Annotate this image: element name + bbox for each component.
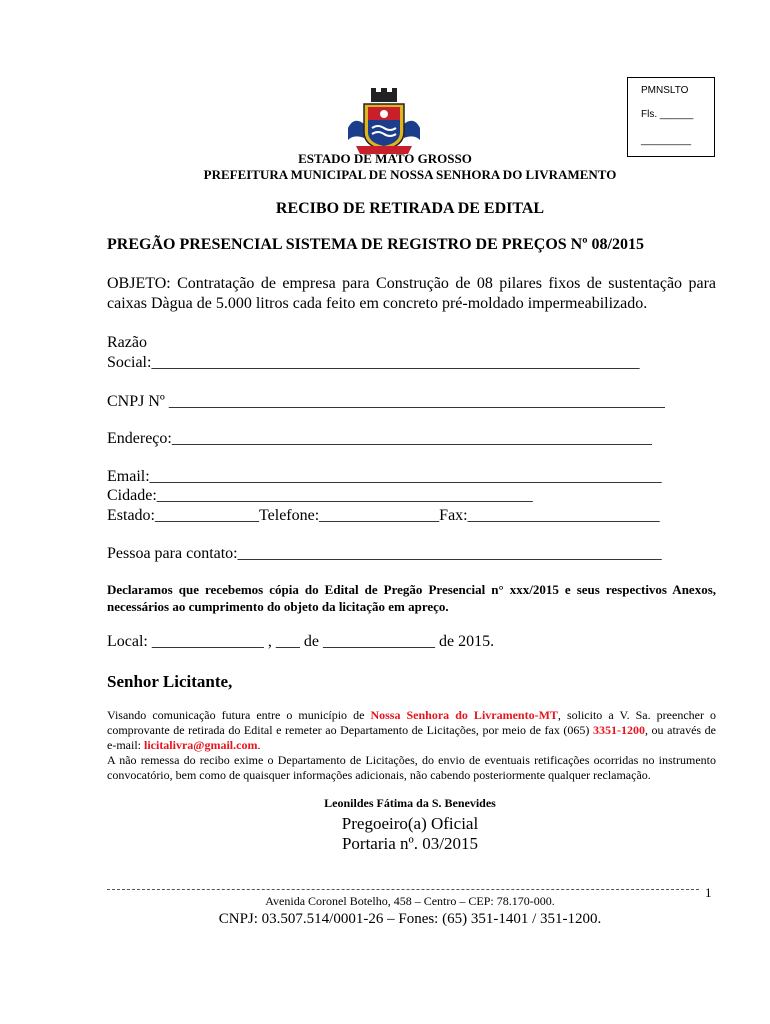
footer-address: Avenida Coronel Botelho, 458 – Centro – CEP: 78.170-000. [265,894,555,908]
document-subtitle: PREGÃO PRESENCIAL SISTEMA DE REGISTRO DE PREÇOS Nº 08/2015 [107,236,644,253]
declaration-text: Declaramos que recebemos cópia do Edital de Pregão Presencial n° xxx/2015 e seus respectivos Anexos, necessários ao cumprimento do objeto da licitação em apreço. [107,582,716,614]
prefeitura-heading: PREFEITURA MUNICIPAL DE NOSSA SENHORA DO LIVRAMENTO [203,167,617,182]
instructions-paragraph [107,708,716,783]
stamp-folio: Fls. ______ [641,109,694,120]
salutation: Senhor Licitante, [107,672,233,691]
document-title: RECIBO DE RETIRADA DE EDITAL [275,200,545,217]
cnpj-field: CNPJ Nº ______________________________________________________________ [107,393,665,410]
objeto-text: OBJETO: Contratação de empresa para Construção de 08 pilares fixos de sustentação para caixas Dàgua de 5.000 litros cada feito em concreto pré-moldado impermeabilizado. [107,275,716,312]
razao-social-field: Social:_____________________________________________________________ [107,354,640,371]
state-heading: ESTADO DE MATO GROSSO [298,151,472,166]
signatory-role: Pregoeiro(a) Oficial [341,814,479,833]
para-text: Visando comunicação futura entre o município de [107,708,371,722]
stamp-blank: _________ [641,135,692,146]
footer-cnpj: CNPJ: 03.507.514/0001-26 – Fones: (65) 351-1401 / 351-1200. [218,911,602,927]
cidade-field: Cidade:_______________________________________________ [107,487,533,504]
razao-label: Razão [107,334,147,351]
para-text: A não remessa do recibo exime o Departamento de Licitações, do envio de eventuais retificações ocorridas no instrumento convocatório, bem como de quaisquer informações adicionais, não cabendo posteriormente qualquer reclamação. [107,753,716,782]
email-address: licitalivra@gmail.com [143,738,258,752]
para-text: , ou através de e-mail: [107,723,716,752]
municipio-name: Nossa Senhora do Livramento-MT [370,708,558,722]
footer-divider [107,889,699,890]
local-date-line: Local: ______________ , ___ de ______________ de 2015. [107,633,495,650]
fax-number: 3351-1200 [592,723,645,737]
para-text: . [257,738,261,752]
estado-telefone-fax-field: Estado:_____________Telefone:_______________Fax:________________________ [107,507,660,524]
signatory-name: Leonildes Fátima da S. Benevides [324,796,496,810]
coat-of-arms-icon [344,88,424,156]
endereco-field: Endereço:____________________________________________________________ [107,430,652,447]
signatory-portaria: Portaria nº. 03/2015 [341,834,479,853]
contato-field: Pessoa para contato:_____________________________________________________ [107,545,662,562]
page-number: 1 [705,885,712,900]
para-text: , solicito a V. Sa. preencher o comprovante de retirada do Edital e remeter ao Departamento de Licitações, por meio de fax (065) [107,708,717,737]
protocol-stamp [627,77,715,157]
email-field: Email:________________________________________________________________ [107,468,662,485]
stamp-code: PMNSLTO [641,85,689,96]
